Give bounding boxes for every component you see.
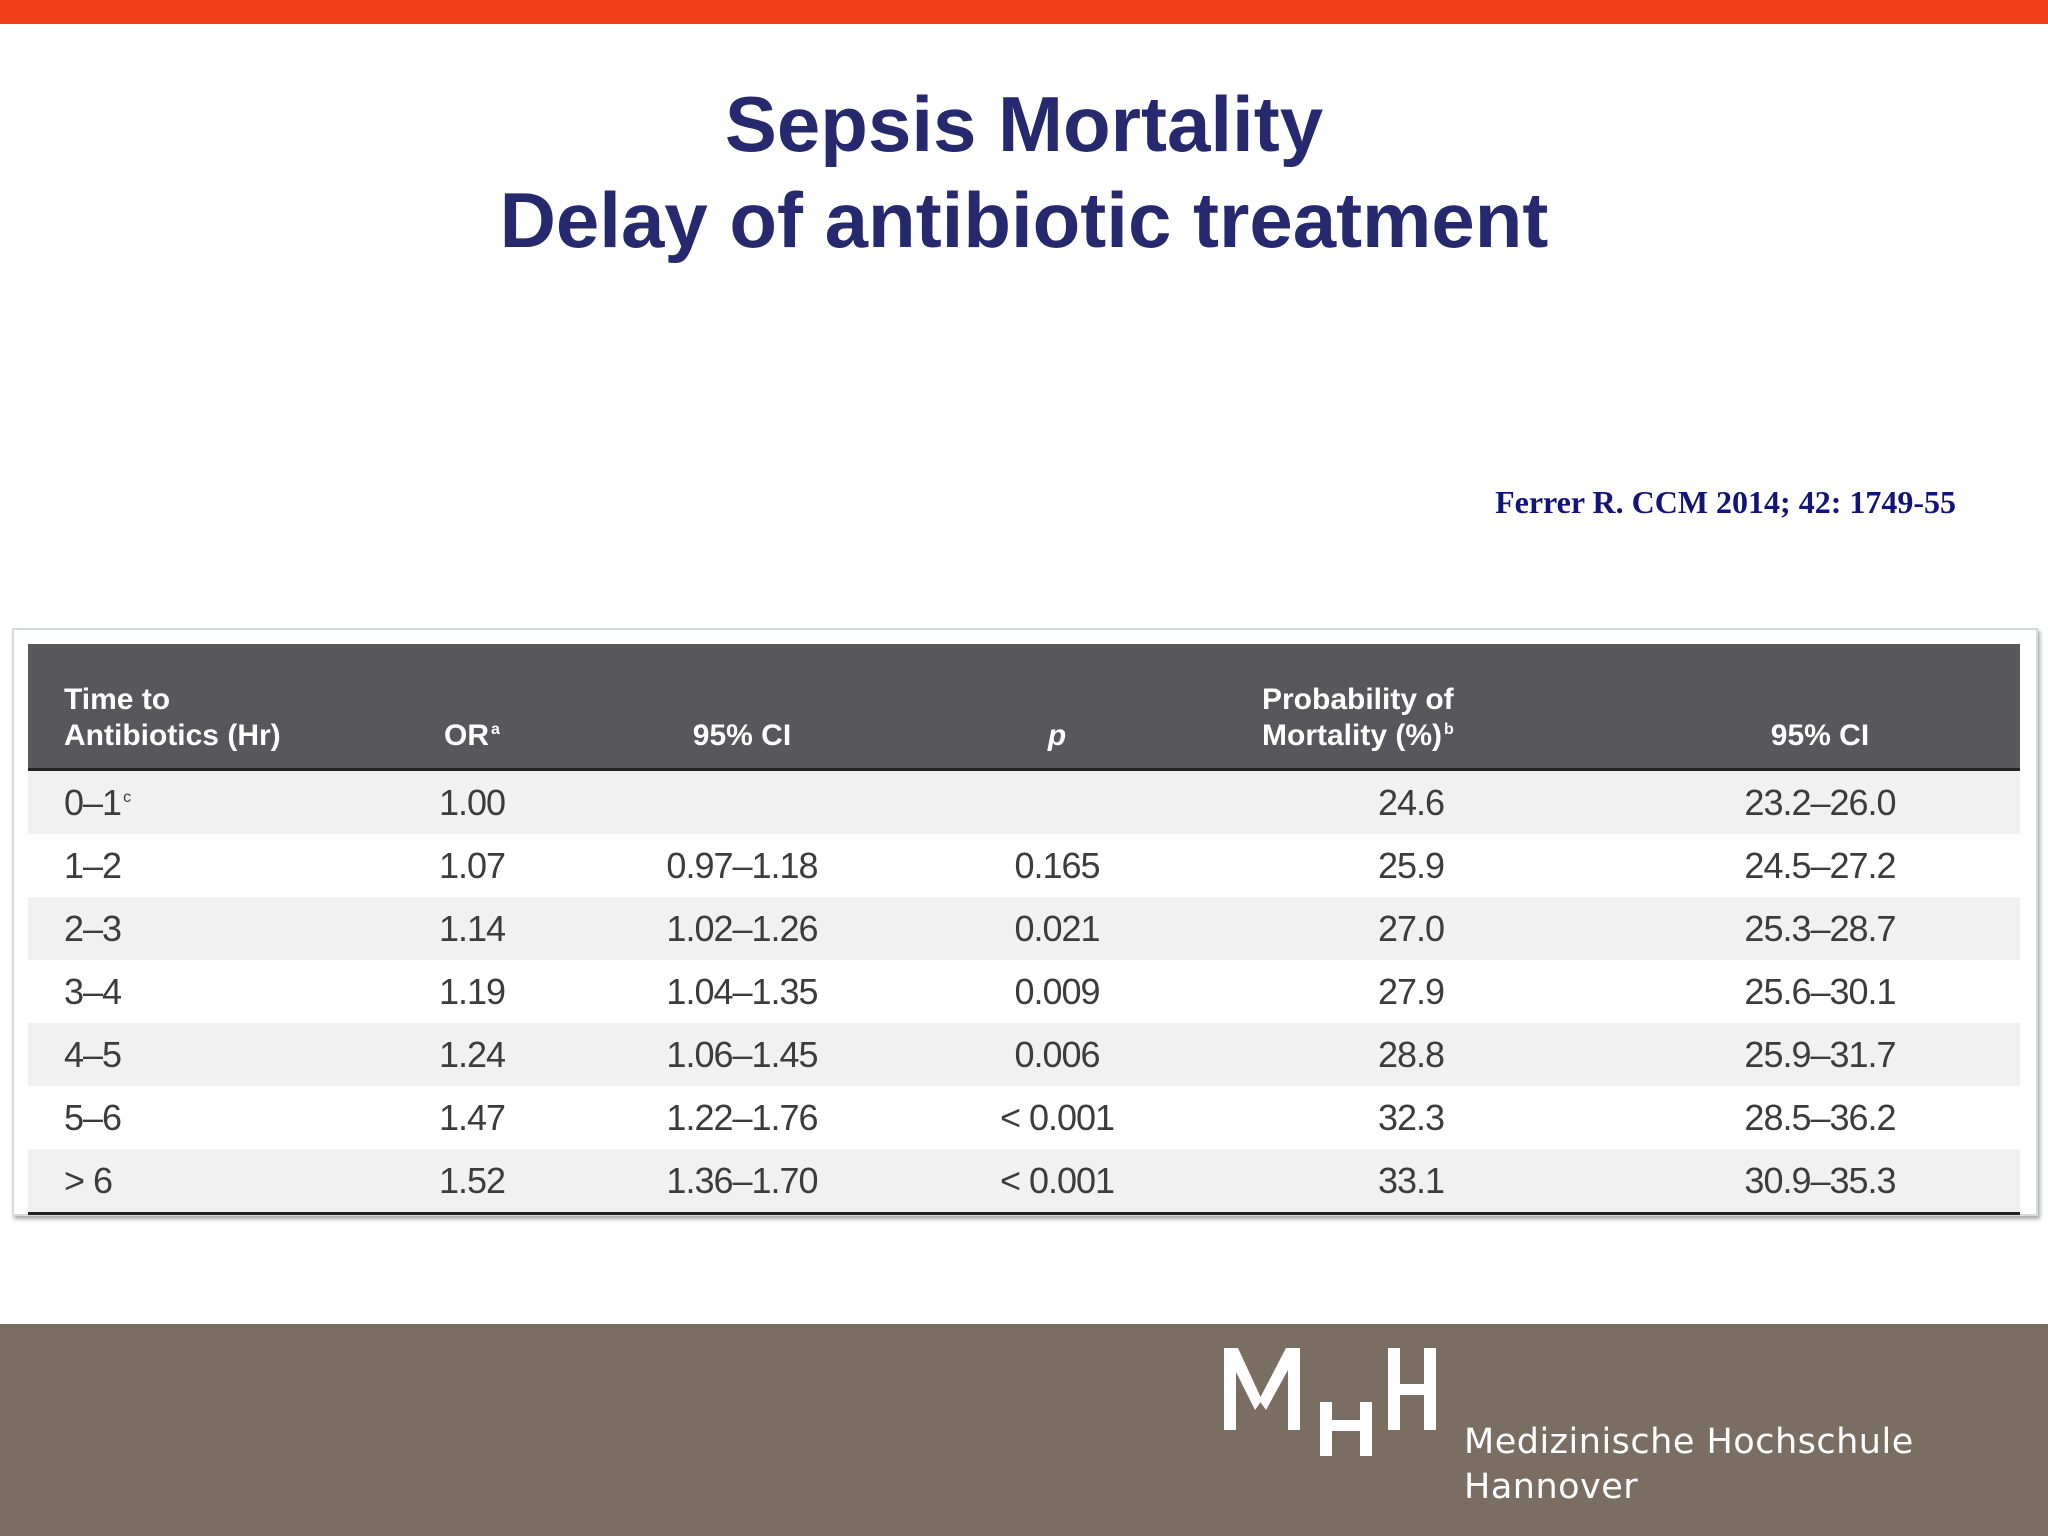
title-line-1: Sepsis Mortality	[724, 80, 1324, 168]
table-row	[28, 1149, 2020, 1214]
institution-line-2: Hannover	[1464, 1467, 1639, 1507]
header-ci-2: 95% CI	[1620, 644, 2020, 770]
cell-or: 1.14	[372, 897, 572, 960]
cell-p: < 0.001	[912, 1149, 1202, 1214]
cell-time: 5–6	[28, 1086, 372, 1149]
mhh-logo-icon	[1220, 1342, 1440, 1460]
cell-prob: 28.8	[1202, 1023, 1620, 1086]
cell-or: 1.07	[372, 834, 572, 897]
cell-time: 2–3	[28, 897, 372, 960]
cell-prob: 27.0	[1202, 897, 1620, 960]
header-p	[912, 644, 1202, 770]
cell-prob: 32.3	[1202, 1086, 1620, 1149]
cell-or: 1.24	[372, 1023, 572, 1086]
cell-prob: 27.9	[1202, 960, 1620, 1023]
cell-ci-2: 28.5–36.2	[1620, 1086, 2020, 1149]
cell-ci-2: 25.3–28.7	[1620, 897, 2020, 960]
header-time-line-1: Time to	[64, 683, 171, 716]
header-or	[372, 644, 572, 770]
cell-p: 0.021	[912, 897, 1202, 960]
cell-time-value: 0–1	[64, 781, 122, 823]
cell-ci	[572, 770, 912, 835]
cell-ci-2: 25.6–30.1	[1620, 960, 2020, 1023]
cell-ci-2: 24.5–27.2	[1620, 834, 2020, 897]
cell-p: 0.009	[912, 960, 1202, 1023]
cell-or: 1.52	[372, 1149, 572, 1214]
header-time-to-antibiotics	[28, 644, 372, 770]
cell-p: 0.006	[912, 1023, 1202, 1086]
cell-time: 3–4	[28, 960, 372, 1023]
header-time-line-2: Antibiotics (Hr)	[64, 719, 281, 752]
citation: Ferrer R. CCM 2014; 42: 1749-55	[1495, 484, 1956, 520]
cell-p: < 0.001	[912, 1086, 1202, 1149]
header-or-label: OR	[444, 719, 490, 752]
cell-time-footnote: c	[123, 788, 131, 806]
mortality-table	[28, 644, 2020, 1215]
cell-or: 1.47	[372, 1086, 572, 1149]
cell-p	[912, 770, 1202, 835]
institution-line-1: Medizinische Hochschule	[1464, 1422, 1914, 1462]
accent-bar	[0, 0, 2048, 24]
cell-time: > 6	[28, 1149, 372, 1214]
table-row	[28, 770, 2020, 835]
title-line-2: Delay of antibiotic treatment	[499, 176, 1549, 264]
cell-p: 0.165	[912, 834, 1202, 897]
slide-title	[0, 76, 2048, 268]
cell-time	[28, 770, 372, 835]
cell-time: 4–5	[28, 1023, 372, 1086]
table-row	[28, 960, 2020, 1023]
table-wrapper	[28, 644, 2020, 1215]
table-row	[28, 897, 2020, 960]
cell-prob: 33.1	[1202, 1149, 1620, 1214]
header-or-footnote: a	[491, 721, 500, 738]
table-figure	[12, 628, 2038, 1216]
cell-ci: 1.02–1.26	[572, 897, 912, 960]
cell-prob: 25.9	[1202, 834, 1620, 897]
footer-band	[0, 1324, 2048, 1536]
cell-ci: 1.22–1.76	[572, 1086, 912, 1149]
cell-ci: 1.06–1.45	[572, 1023, 912, 1086]
table-header-row	[28, 644, 2020, 770]
cell-ci-2: 25.9–31.7	[1620, 1023, 2020, 1086]
header-ci: 95% CI	[572, 644, 912, 770]
table-row	[28, 834, 2020, 897]
header-prob-line-2: Mortality (%)	[1262, 719, 1442, 752]
table-row	[28, 1086, 2020, 1149]
header-p-label: p	[1047, 719, 1067, 752]
cell-ci: 0.97–1.18	[572, 834, 912, 897]
header-probability	[1202, 644, 1620, 770]
cell-ci-2: 30.9–35.3	[1620, 1149, 2020, 1214]
cell-or: 1.00	[372, 770, 572, 835]
header-prob-footnote: b	[1444, 721, 1454, 738]
header-prob-line-1: Probability of	[1262, 683, 1454, 716]
cell-ci: 1.36–1.70	[572, 1149, 912, 1214]
cell-ci-2: 23.2–26.0	[1620, 770, 2020, 835]
cell-ci: 1.04–1.35	[572, 960, 912, 1023]
table-row	[28, 1023, 2020, 1086]
cell-or: 1.19	[372, 960, 572, 1023]
cell-prob: 24.6	[1202, 770, 1620, 835]
institution-name	[1464, 1420, 1914, 1510]
cell-time: 1–2	[28, 834, 372, 897]
